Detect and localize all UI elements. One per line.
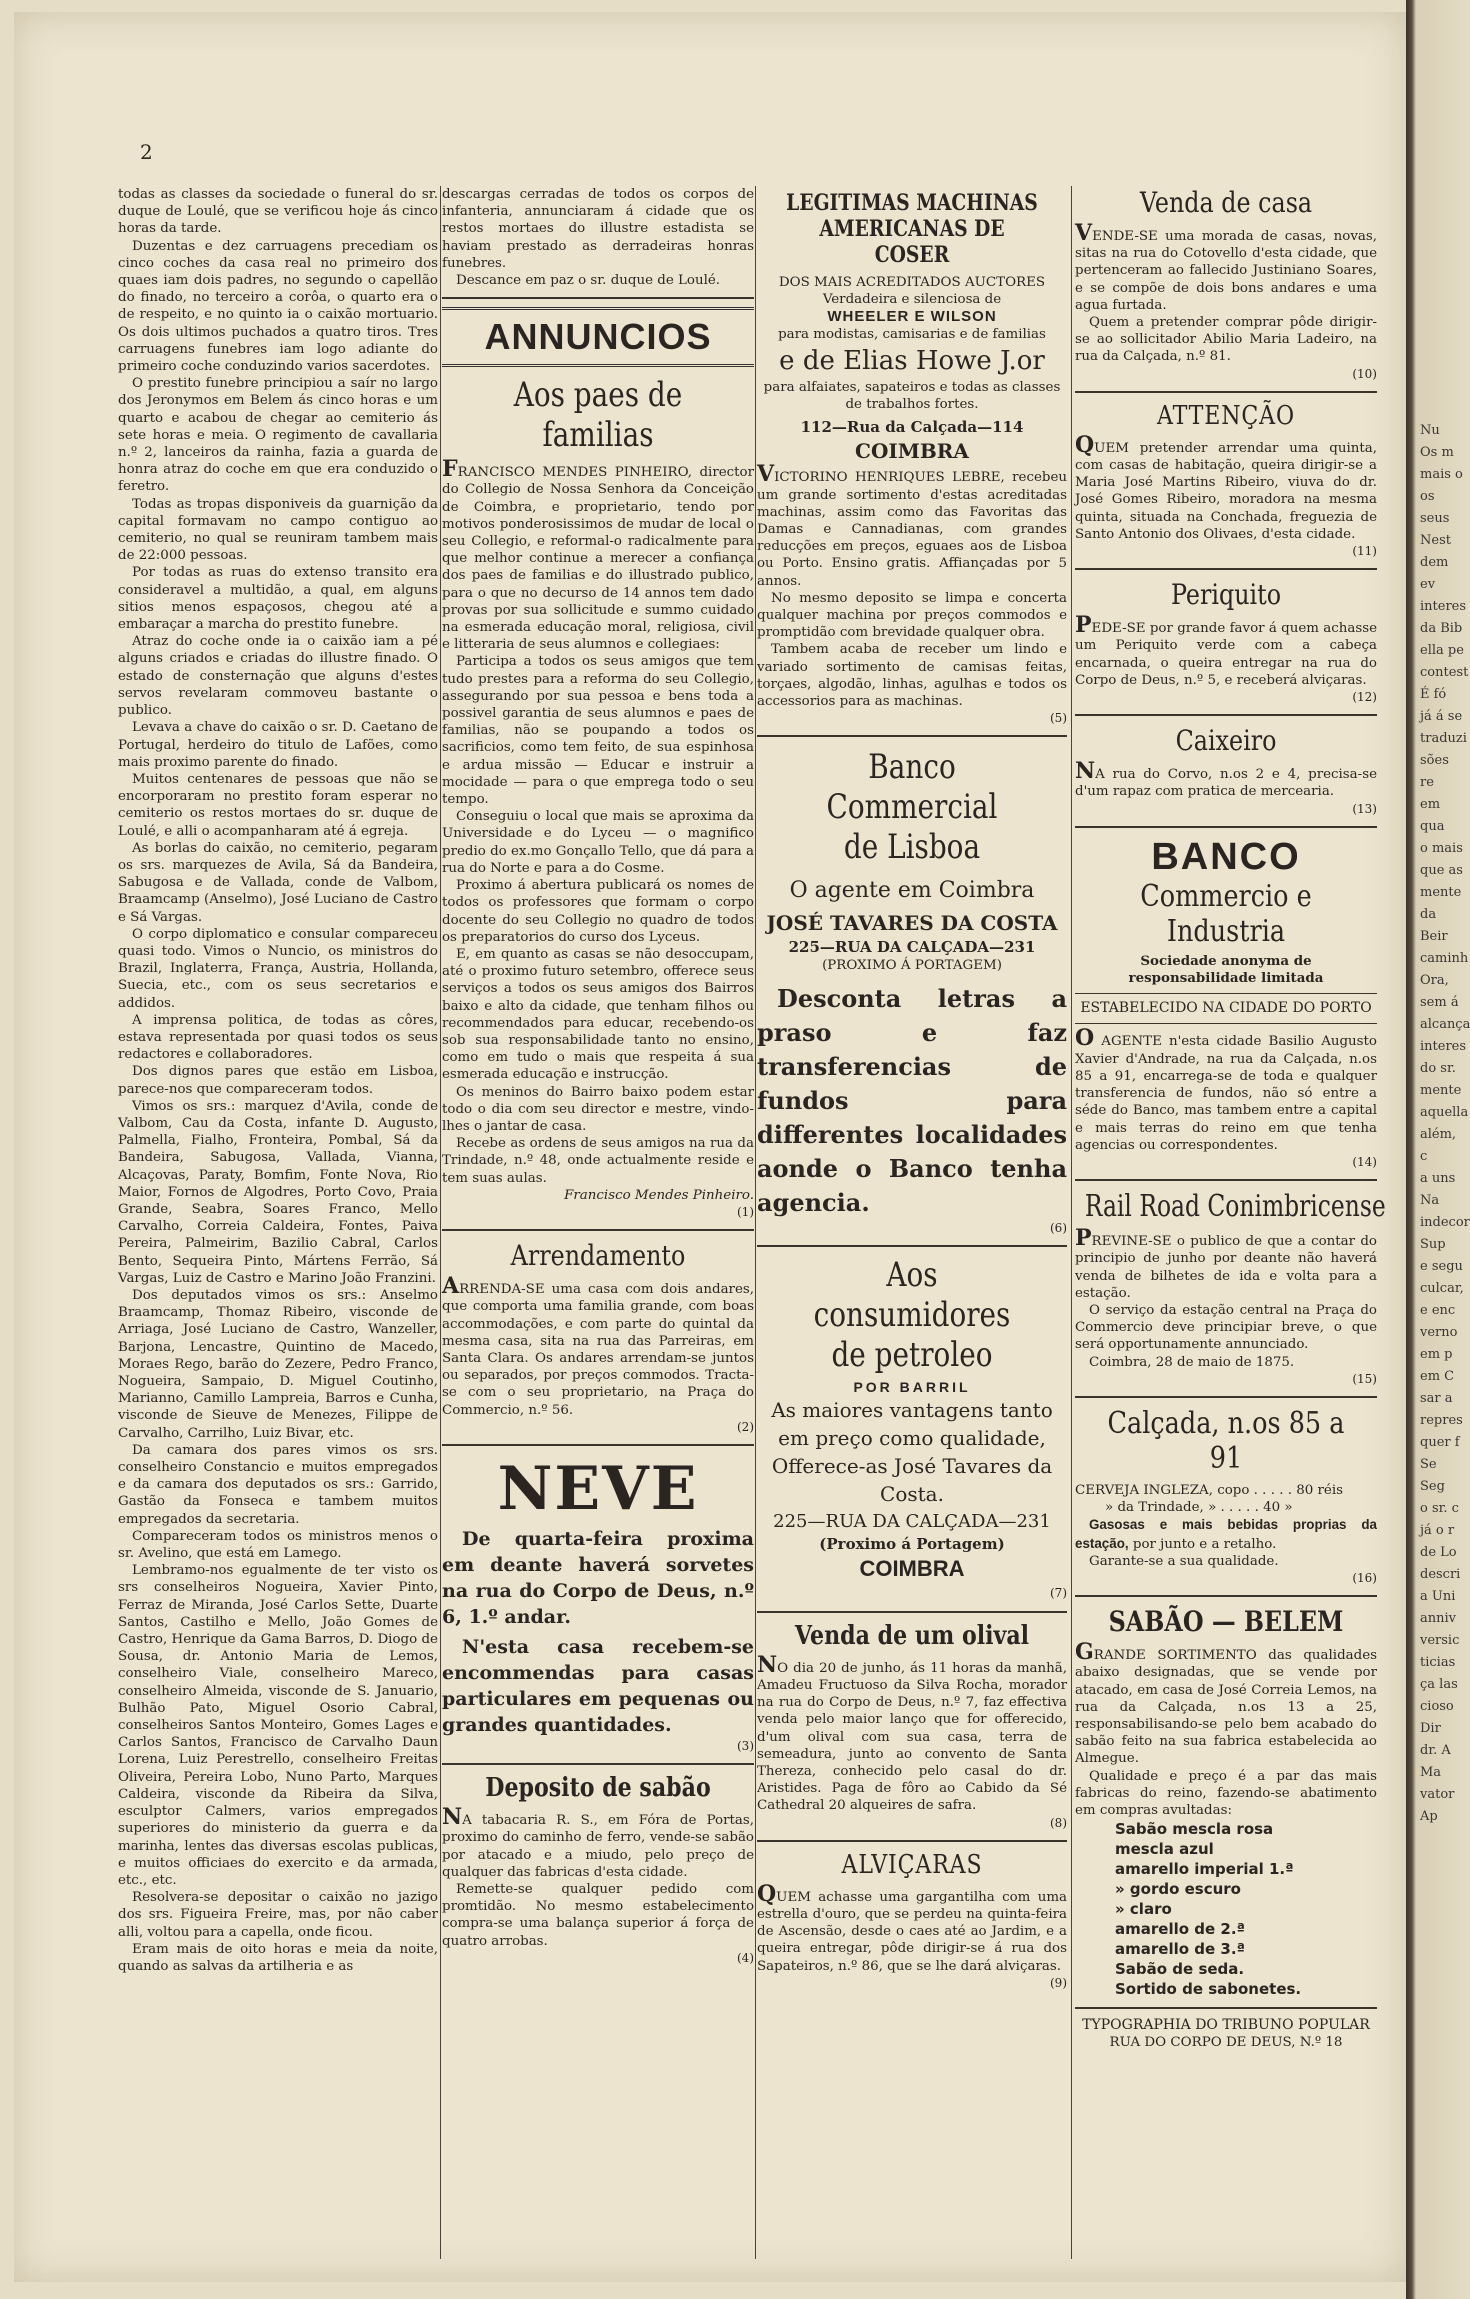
edge-fragment: em p xyxy=(1420,1347,1453,1362)
news-paragraph: Eram mais de oito horas e meia da noite, quando as salvas da artilheria e as xyxy=(118,1941,438,1974)
ad-arrendamento xyxy=(442,1239,754,1436)
soap-item: Sabão mescla rosa xyxy=(1115,1820,1274,1839)
edge-fragment: Se xyxy=(1420,1457,1437,1472)
ad-ref: (8) xyxy=(1050,1815,1067,1830)
divider xyxy=(1075,1179,1377,1181)
ad-title: de Lisboa xyxy=(843,827,981,868)
ad-ref: (14) xyxy=(1352,1154,1377,1169)
news-paragraph: Duzentas e dez carruagens precediam os cinco coches da casa real no primeiro dos quaes iam dois padres, no segundo o capellão do finado, no terceiro a corôa, o quarto era o de respeito, e no quinto ia o caixão mortuario. Os dois ultimos puchados a quatro tiros. Tres carruagens funebres iam logo adiante do primeiro coche conduzindo varios sacerdotes. xyxy=(118,238,438,375)
edge-fragment: Na xyxy=(1420,1193,1440,1208)
ad-price-line: » da Trindade, » . . . . . 40 » xyxy=(1105,1500,1293,1516)
news-paragraph: Muitos centenares de pessoas que não se encorporaram no prestito foram esperar no cemiterio os restos mortaes do sr. duque de Loulé, e alli o acompanharam até á egreja. xyxy=(118,771,438,839)
news-paragraph: Lembramo-nos egualmente de ter visto os srs conselheiros Nogueira, Xavier Pinto, Ferraz de Miranda, José Carlos Sette, Duarte Santos, Castilho e Mello, João Gomes de Castro, Henrique da Gama Barros, D. Diogo de Sousa, dr. Antonio Maria de Lemos, conselheiro Viale, conselheiro Mareco, conselheiro Almeida, visconde de S. Januario, Bulhão Pato, Miguel Osorio Cabral, conselheiros Santos Monteiro, Gomes Lages e Carlos Santos, Francisco de Carvalho Daun Lorena, Luiz Perestrello, conselheiro Freitas Oliveira, Pereira Lobo, Nuno Parto, Marques Caldeira, visconde da Ribeira da Silva, esculptor Calmers, varios empregados superiores do ministerio da guerra e da marinha, lentes das diversas escolas publicas, e muitos officiaes do exercito e da armada, etc., etc. xyxy=(118,1563,438,1888)
ad-venda-casa xyxy=(1075,186,1377,383)
divider xyxy=(1075,2007,1377,2009)
ad-brand: WHEELER E WILSON xyxy=(827,308,997,326)
edge-fragment: Ora, xyxy=(1420,973,1449,988)
edge-fragment: Seg xyxy=(1420,1479,1445,1494)
ad-text: De quarta-feira proxima em deante haverá sorvetes na rua do Corpo de Deus, n.º 6, 1.º andar. xyxy=(442,1527,754,1628)
ad-text: NA tabacaria R. S., em Fóra de Portas, proximo do caminho de ferro, vende-se sabão por atacado e a miudo, pelo preço de qualquer das fabricas d'esta cidade. xyxy=(442,1804,754,1880)
ad-venda-olival xyxy=(757,1621,1067,1832)
ad-subtitle: POR BARRIL xyxy=(853,1379,971,1396)
edge-fragment: É fó xyxy=(1420,687,1447,702)
ad-ref: (11) xyxy=(1352,544,1377,559)
soap-item: amarello de 2.ª xyxy=(1115,1920,1245,1939)
ad-subtitle: DOS MAIS ACREDITADOS AUCTORES xyxy=(778,275,1046,290)
edge-fragment: sar a xyxy=(1420,1391,1453,1406)
ad-line: Verdadeira e silenciosa de xyxy=(822,292,1002,308)
ad-ref: (10) xyxy=(1352,366,1377,381)
edge-fragment: em qua xyxy=(1420,797,1445,834)
edge-fragment: da Beir xyxy=(1420,907,1448,944)
soap-list xyxy=(1075,1819,1377,1999)
ad-title: Aos consumidores xyxy=(813,1255,1011,1336)
divider xyxy=(1075,826,1377,828)
ad-near: (PROXIMO Á PORTAGEM) xyxy=(822,957,1002,973)
divider xyxy=(442,297,754,299)
divider xyxy=(757,1840,1067,1842)
ad-banco-commercio-industria xyxy=(1075,836,1377,1171)
ad-title: Arrendamento xyxy=(510,1239,686,1273)
soap-item: amarello imperial 1.ª xyxy=(1115,1860,1294,1879)
divider xyxy=(1075,714,1377,716)
news-paragraph: As borlas do caixão, no cemiterio, pegaram os srs. marquezes de Avila, Sá da Bandeira, Sabugosa e de Vallada, conde de Valbom, Braamcamp (Anselmo), José Luciano de Castro e Sá Vargas. xyxy=(118,840,438,925)
edge-fragment: os seus xyxy=(1420,489,1450,526)
ad-signature: Francisco Mendes Pinheiro. xyxy=(564,1187,754,1203)
edge-fragment: caminh xyxy=(1420,951,1469,966)
edge-fragment: interes xyxy=(1420,1039,1467,1054)
ad-text: VICTORINO HENRIQUES LEBRE, recebeu um grande sortimento d'estas acreditadas machinas, assim como das Favoritas das Damas e Cannadianas, com grandes reducções em preços, eguaes aos de Lisboa ou Porto. Ensino gratis. Affiançadas por 5 annos. xyxy=(757,461,1067,589)
ad-sabao-belem xyxy=(1075,1605,1377,1999)
edge-fragment: mente xyxy=(1420,1083,1462,1098)
edge-fragment: a Uni xyxy=(1420,1589,1456,1604)
ad-title: Aos paes de familias xyxy=(513,375,683,456)
edge-fragment: Ma xyxy=(1420,1765,1442,1780)
news-paragraph: Levava a chave do caixão o sr. D. Caetano de Portugal, herdeiro do titulo de Lafões, como mais proximo parente do finado. xyxy=(118,720,438,770)
news-paragraph: Da camara dos pares vimos os srs. conselheiro Constancio e muitos empregados e da camara dos deputados os srs.: Garrido, Gastão da Fonseca e tambem muitos empregados da secretaria. xyxy=(118,1442,438,1527)
edge-fragment: Dir xyxy=(1420,1721,1441,1736)
ad-city: COIMBRA xyxy=(859,1556,965,1582)
funeral-closing: Descance em paz o sr. duque de Loulé. xyxy=(456,273,721,289)
ad-text: No mesmo deposito se limpa e concerta qualquer machina por preços commodos e promptidão com brevidade qualquer obra. xyxy=(757,590,1067,641)
divider xyxy=(757,1611,1067,1613)
edge-fragment: mais o xyxy=(1420,467,1463,482)
ad-near: (Proximo á Portagem) xyxy=(819,1535,1005,1554)
divider xyxy=(1075,1023,1377,1024)
edge-fragment: Sup xyxy=(1420,1237,1446,1252)
column-rule xyxy=(1071,186,1072,2259)
ad-brand: e de Elias Howe J.or xyxy=(779,345,1045,376)
ad-line: para modistas, camisarias e de familias xyxy=(778,326,1046,342)
ad-ref: (6) xyxy=(1050,1220,1067,1235)
divider xyxy=(757,1245,1067,1247)
edge-fragment: dr. A xyxy=(1420,1743,1451,1758)
ad-text: QUEM achasse uma gargantilha com uma estrella d'ouro, que se perdeu na quinta-feira de Ascensão, desde o caes até ao Jardim, e a queira entregar, pôde dirigir-se á rua dos Sapateiros, n.º 86, que se lhe dará alviçaras. xyxy=(757,1880,1067,1974)
news-paragraph: O corpo diplomatico e consular compareceu quasi todo. Vimos o Nuncio, os ministros do Brazil, Inglaterra, França, Austria, Hollanda, Suecia, etc., com os seus secretarios e addidos. xyxy=(118,926,438,1011)
ad-text: Quem a pretender comprar pôde dirigir-se ao sollicitador Abilio Maria Ladeiro, na rua da Calçada, n.º 81. xyxy=(1075,315,1377,365)
edge-fragment: e enc xyxy=(1420,1303,1456,1318)
ad-title: Rail Road Conimbricense xyxy=(1084,1189,1386,1225)
ad-paragraph: E, em quanto as casas se não desoccupam, até o proximo futuro setembro, offerece seus serviços a todos os seus amigos dos Bairros baixo e alto da cidade, que tenham filhos ou recommendados para educar, recebendo-os sob sua responsabilidade tanto no ensino, como em tudo o mais que respeita á sua esmerada educação e instrucção. xyxy=(442,946,754,1083)
ad-paragraph: Recebe as ordens de seus amigos na rua da Trindade, n.º 48, onde actualmente reside e tem suas aulas. xyxy=(442,1136,754,1186)
soap-item: mescla azul xyxy=(1115,1840,1214,1859)
edge-fragment: contest xyxy=(1420,665,1469,680)
ad-bold-text: Gasosas e mais bebidas proprias da estação, xyxy=(1075,1517,1377,1551)
ad-subtitle: Commercio e Industria xyxy=(1140,878,1312,949)
ad-ref: (15) xyxy=(1352,1371,1377,1386)
ad-date: Coimbra, 28 de maio de 1875. xyxy=(1089,1354,1295,1370)
ad-text: QUEM pretender arrendar uma quinta, com casas de habitação, queira dirigir-se a Maria José Martins Ribeiro, viuva do dr. José Gomes Ribeiro, moradora na mesma quinta, situada na Conchada, freguezia de Santo Antonio dos Olivaes, d'esta cidade. xyxy=(1075,431,1377,542)
news-column-funeral xyxy=(118,186,438,2279)
ad-text: Tambem acaba de receber um lindo e variado sortimento de camisas feitas, torçaes, algodão, linhas, agulhas e todos os accessorios para as machinas. xyxy=(757,642,1067,710)
divider xyxy=(442,1444,754,1446)
divider xyxy=(1075,1396,1377,1398)
ad-paragraph: FRANCISCO MENDES PINHEIRO, director do Collegio de Nossa Senhora da Conceição de Coimbra, e proprietario, tendo por motivos ponderosissimos de mudar de local o seu Collegio, e reformal-o radicalmente para que melhor continue a merecer a confiança dos paes de familias e do illustrado publico, para o que no decurso de 14 annos tem dado provas por sua sollicitude e summo cuidado na esmerada educação moral, religiosa, civil e litteraria de seus alumnos e collegiaes: xyxy=(442,456,754,653)
ad-periquito xyxy=(1075,578,1377,706)
news-paragraph: Resolvera-se depositar o caixão no jazigo dos srs. Figueira Freire, mas, por não caber alli, voltou para a capella, onde ficou. xyxy=(118,1890,438,1940)
edge-fragment: Nest xyxy=(1420,533,1451,548)
ad-neve xyxy=(442,1454,754,1755)
column-3 xyxy=(757,186,1067,2279)
news-paragraph: todas as classes da sociedade o funeral do sr. duque de Loulé, que se verificou hoje ás cinco horas da tarde. xyxy=(118,187,438,237)
edge-fragment: aquella xyxy=(1420,1105,1469,1120)
edge-fragment: da Bib xyxy=(1420,621,1463,636)
imprint xyxy=(1075,2017,1377,2051)
ad-banco-commercial xyxy=(757,747,1067,1237)
edge-fragment: cioso xyxy=(1420,1699,1454,1714)
ad-title: Banco Commercial xyxy=(826,747,998,828)
divider xyxy=(442,1229,754,1231)
ad-text: por junto e a retalho. xyxy=(1132,1536,1277,1552)
ad-text: PEDE-SE por grande favor á quem achasse um Periquito verde com a cabeça encarnada, o queira entregar na rua do Corpo de Deus, n.º 5, e receberá alviçaras. xyxy=(1075,612,1377,688)
ad-paes-de-familias xyxy=(442,375,754,1221)
ad-ref: (13) xyxy=(1352,801,1377,816)
column-rule xyxy=(440,186,441,2259)
ad-text: O serviço da estação central na Praça do Commercio deve principiar breve, o que será opportunamente annunciado. xyxy=(1075,1302,1377,1353)
edge-fragment: quer f xyxy=(1420,1435,1460,1450)
ad-caixeiro xyxy=(1075,724,1377,818)
news-paragraph: Atraz do coche onde ia o caixão iam a pé alguns criados e criadas do illustre finado. O estado de consternação que alguns d'estes servos revelaram commoveu bastante o publico. xyxy=(118,634,438,719)
edge-fragment: ella pe xyxy=(1420,643,1464,658)
ad-title: Deposito de sabão xyxy=(485,1773,711,1804)
edge-fragment: sões re xyxy=(1420,753,1449,790)
edge-fragment: mente xyxy=(1420,885,1462,900)
ad-ref: (4) xyxy=(737,1950,754,1965)
edge-fragment: descri xyxy=(1420,1567,1461,1582)
edge-fragment: verno xyxy=(1420,1325,1458,1340)
edge-fragment: já á se xyxy=(1420,709,1463,724)
imprint-line: TYPOGRAPHIA DO TRIBUNO POPULAR xyxy=(1082,2017,1370,2034)
ad-line: para alfaiates, sapateiros e todas as classes de trabalhos fortes. xyxy=(763,379,1061,413)
funeral-continuation: descargas cerradas de todos os corpos de infanteria, annunciaram á cidade que os restos mortaes do illustre estadista se haviam prestado as derradeiras honras funebres. xyxy=(442,187,754,271)
next-page-text xyxy=(1420,420,1470,1828)
ad-agent-line: O agente em Coimbra xyxy=(789,878,1035,904)
ad-title: Venda de um olival xyxy=(794,1620,1030,1651)
edge-fragment: do sr. xyxy=(1420,1061,1456,1076)
divider xyxy=(442,1763,754,1765)
ad-text: ARRENDA-SE uma casa com dois andares, que comporta uma familia grande, com boas accommodações, e com parte do quintal da mesma casa, sita na rua das Parreiras, em Santa Clara. Os andares arrendam-se juntos ou separados, por preços commodos. Tracta-se com o seu proprietario, na Praça do Commercio, n.º 56. xyxy=(442,1273,754,1418)
ad-address: 112—Rua da Calçada—114 xyxy=(800,418,1024,437)
edge-fragment: o sr. c xyxy=(1420,1501,1459,1516)
ad-calcada xyxy=(1075,1406,1377,1587)
ad-text: NA rua do Corvo, n.os 2 e 4, precisa-se d'um rapaz com pratica de mercearia. xyxy=(1075,758,1377,800)
news-paragraph: Por todas as ruas do extenso transito era consideravel a multidão, a qual, em alguns sitios menos espaçosos, chegou até a embaraçar a marcha do prestito funebre. xyxy=(118,565,438,633)
ad-ref: (12) xyxy=(1352,690,1377,705)
edge-fragment: vator xyxy=(1420,1787,1455,1802)
edge-fragment: alcança xyxy=(1420,1017,1470,1032)
divider xyxy=(1075,1595,1377,1597)
ad-text: Desconta letras a praso e faz transferencias de fundos para differentes localidades aonde o Banco tenha agencia. xyxy=(757,983,1067,1217)
edge-fragment: versic xyxy=(1420,1633,1460,1648)
edge-fragment: traduzi xyxy=(1420,731,1467,746)
ad-machinas-coser xyxy=(757,190,1067,727)
ad-title: BANCO xyxy=(1151,835,1301,878)
column-4 xyxy=(1075,186,1386,2279)
ad-rail-road xyxy=(1075,1189,1386,1388)
ad-paragraph: Conseguiu o local que mais se aproxima da Universidade e do Lyceu — o magnifico predio do ex.mo Gonçallo Tello, que dá para a rua do Norte e para a do Cosme. xyxy=(442,809,754,876)
page-number: 2 xyxy=(140,140,153,164)
ad-agent-name: JOSÉ TAVARES DA COSTA xyxy=(766,911,1058,936)
ad-ref: (16) xyxy=(1352,1570,1377,1585)
edge-fragment: dem ev xyxy=(1420,555,1449,592)
ad-text: As maiores vantagens tanto em preço como qualidade, Offerece-as José Tavares da Costa. xyxy=(771,1398,1053,1507)
edge-fragment: sem á xyxy=(1420,995,1459,1010)
ad-deposito-sabao xyxy=(442,1773,754,1967)
ad-paragraph: Os meninos do Bairro baixo podem estar todo o dia com seu director e mestre, vindo-lhes o jantar de casa. xyxy=(442,1084,754,1134)
ad-ref: (9) xyxy=(1050,1975,1067,1990)
edge-fragment: indecor xyxy=(1420,1215,1470,1230)
ad-title: NEVE xyxy=(497,1453,699,1524)
edge-fragment: anniv xyxy=(1420,1611,1456,1626)
ad-title: Caixeiro xyxy=(1175,724,1277,758)
ad-attencao xyxy=(1075,401,1377,560)
ad-city: COIMBRA xyxy=(855,439,969,464)
edge-fragment: o mais xyxy=(1420,841,1463,856)
ad-price-line: CERVEJA INGLEZA, copo . . . . . 80 réis xyxy=(1075,1482,1344,1498)
news-paragraph: Dos dignos pares que estão em Lisboa, parece-nos que compareceram todos. xyxy=(118,1064,438,1097)
ad-address: 225—RUA DA CALÇADA—231 xyxy=(773,1511,1051,1533)
ad-text: Garante-se a sua qualidade. xyxy=(1089,1553,1279,1569)
news-paragraph: Todas as tropas disponiveis da guarnição da capital formavam no campo contiguo ao cemiterio, no qual se reuniram tambem mais de 22:000 pessoas. xyxy=(118,496,438,564)
edge-fragment: e segu xyxy=(1420,1259,1463,1274)
ad-text: N'esta casa recebem-se encommendas para casas particulares em pequenas ou grandes quantidades. xyxy=(442,1635,754,1736)
edge-fragment: Ap xyxy=(1420,1809,1438,1824)
soap-item: Sabão de seda. xyxy=(1115,1960,1245,1979)
edge-fragment: culcar, xyxy=(1420,1281,1464,1296)
ad-alvicaras xyxy=(757,1850,1067,1992)
ad-title: LEGITIMAS MACHINAS AMERICANAS DE COSER xyxy=(786,190,1038,268)
ad-text: Remette-se qualquer pedido com promtidão. No mesmo estabelecimento compra-se uma balança superior á força de quatro arrobas. xyxy=(442,1882,754,1949)
annuncios-heading: ANNUNCIOS xyxy=(442,307,754,367)
news-paragraph: Vimos os srs.: marquez d'Avila, conde de Valbom, Cau da Costa, infante D. Augusto, Palmella, Fialho, Fronteira, Pombal, Sá da Bandeira, Sabugosa, Vallada, Vianna, Alcaçovas, Paraty, Bomfim, Fonte Nova, Rio Maior, Fornos de Algodres, Porto Covo, Praia Grande, Seabra, Soares Franco, Mello Carvalho, Correia Caldeira, Fontes, Paiva Pereira, Palmeirim, Bazilio Cabral, Carlos Bento, Sequeira Pinto, Mártens Ferrão, Sá Vargas, Luiz de Castro e Marino João Franzini. xyxy=(118,1098,438,1286)
divider xyxy=(1075,391,1377,393)
divider xyxy=(1075,993,1377,994)
news-paragraph: Dos deputados vimos os srs.: Anselmo Braamcamp, Thomaz Ribeiro, visconde de Arriaga, José Luciano de Castro, Wanzeller, Barjona, Lencastre, Quintino de Macedo, Moraes Rego, barão do Zezere, Pedro Franco, Nogueira, Sampaio, D. Miguel Coutinho, Marianno, Camillo Lampreia, Barros e Cunha, visconde de Sieuve de Menezes, Filippe de Carvalho, Carrilho, Luiz Bivar, etc. xyxy=(118,1288,438,1441)
ad-address: 225—RUA DA CALÇADA—231 xyxy=(788,938,1036,957)
ad-text: NO dia 20 de junho, ás 11 horas da manhã, Amadeu Fructuoso da Silva Rocha, morador na rua do Corpo de Deus, n.º 7, faz effectiva venda pelo maior lanço que for offerecido, d'um olival com sua casa, terra de semeadura, junto ao convento de Santa Thereza, conhecido pelo casal do dr. Aristides. Paga de fôro ao Cabido da Sé Cathedral 20 alqueires de safra. xyxy=(757,1651,1067,1814)
imprint-line: RUA DO CORPO DE DEUS, N.º 18 xyxy=(1109,2035,1343,2051)
edge-fragment: Nu xyxy=(1420,423,1440,438)
ad-title: Calçada, n.os 85 a 91 xyxy=(1107,1405,1345,1476)
ad-ref: (7) xyxy=(1050,1586,1067,1601)
ad-text: VENDE-SE uma morada de casas, novas, sitas na rua do Cotovello d'esta cidade, que pertenceram ao fallecido Justiniano Soares, e se compõe de dois bons andares e uma agua furtada. xyxy=(1075,220,1377,313)
soap-item: Sortido de sabonetes. xyxy=(1115,1980,1302,1999)
edge-fragment: de Lo xyxy=(1420,1545,1457,1560)
edge-fragment: a uns xyxy=(1420,1171,1456,1186)
edge-fragment: que as xyxy=(1420,863,1463,878)
news-paragraph: O prestito funebre principiou a saír no largo dos Jeronymos em Belem ás cinco horas e um quarto e acabou de chegar ao cemiterio ás sete horas e meia. O regimento de cavallaria n.º 2, lanceiros da rainha, fazia a guarda de honra atraz do coche em que era conduzido o feretro. xyxy=(118,376,438,495)
soap-item: » gordo escuro xyxy=(1115,1880,1241,1899)
ad-title: Venda de casa xyxy=(1139,186,1313,219)
ad-ref: (3) xyxy=(737,1738,754,1753)
ad-line: ESTABELECIDO NA CIDADE DO PORTO xyxy=(1080,1000,1372,1017)
column-rule xyxy=(755,186,756,2259)
ad-paragraph: Participa a todos os seus amigos que tem tudo prestes para a reforma do seu Collegio, assegurando por sua pessoa e bens toda a possivel garantia de seus alumnos e paes de familias, não se poupando a todos os sacrificios, como tem feito, de sua espinhosa e ardua missão — Educar e instruir a mocidade — para o que emprega todo o seu tempo. xyxy=(442,654,754,808)
divider xyxy=(1075,568,1377,570)
ad-ref: (1) xyxy=(737,1204,754,1219)
column-2 xyxy=(442,186,754,2279)
ad-text: PREVINE-SE o publico de que a contar do principio de junho por deante não haverá venda de bilhetes de ida e volta para a estação. xyxy=(1075,1225,1377,1301)
ad-text: GRANDE SORTIMENTO das qualidades abaixo designadas, que se vende por atacado, em casa de José Correia Lemos, na rua da Calçada, n.os 13 a 25, responsabilisando-se pelo bem acabado do sabão feito na sua fabrica estabelecida ao Almegue. xyxy=(1075,1639,1377,1767)
soap-item: amarello de 3.ª xyxy=(1115,1940,1245,1959)
ad-ref: (5) xyxy=(1050,711,1067,726)
ad-title: ATTENÇÃO xyxy=(1157,400,1295,431)
ad-line: Sociedade anonyma de responsabilidade limitada xyxy=(1128,952,1324,987)
ad-paragraph: Proximo á abertura publicará os nomes de todos os professores que formam o corpo docente do seu Collegio no quadro de todos os preparatorios do curso dos Lyceus. xyxy=(442,878,754,945)
edge-fragment: ça las xyxy=(1420,1677,1458,1692)
edge-fragment: além, c xyxy=(1420,1127,1457,1164)
ad-ref: (2) xyxy=(737,1419,754,1434)
edge-fragment: repres xyxy=(1420,1413,1463,1428)
edge-fragment: ticias xyxy=(1420,1655,1456,1670)
ad-text: O AGENTE n'esta cidade Basilio Augusto Xavier d'Andrade, na rua da Calçada, n.os 85 a 91, encarrega-se de toda e qualquer transferencia de fundos, não só entre a séde do Banco, mas tambem entre a capital e mais terras do reino em que tenha agencias ou correspondentes. xyxy=(1075,1025,1377,1153)
soap-item: » claro xyxy=(1115,1900,1172,1919)
edge-fragment: interes xyxy=(1420,599,1467,614)
ad-title: SABÃO — BELEM xyxy=(1108,1605,1344,1639)
ad-title: Periquito xyxy=(1170,578,1282,612)
ad-text: Qualidade e preço é a par das mais fabricas do reino, fazendo-se abatimento em compras avultadas: xyxy=(1075,1768,1377,1818)
ad-title: de petroleo xyxy=(831,1335,993,1376)
ad-title: ALVIÇARAS xyxy=(841,1849,983,1880)
divider xyxy=(757,735,1067,737)
edge-fragment: Os m xyxy=(1420,445,1454,460)
edge-fragment: já o r xyxy=(1420,1523,1455,1538)
news-paragraph: A imprensa politica, de todas as côres, estava representada por quasi todos os seus redactores e collaboradores. xyxy=(118,1012,438,1063)
ad-petroleo xyxy=(757,1255,1067,1603)
edge-fragment: em C xyxy=(1420,1369,1455,1384)
news-paragraph: Compareceram todos os ministros menos o sr. Avelino, que está em Lamego. xyxy=(118,1528,438,1562)
